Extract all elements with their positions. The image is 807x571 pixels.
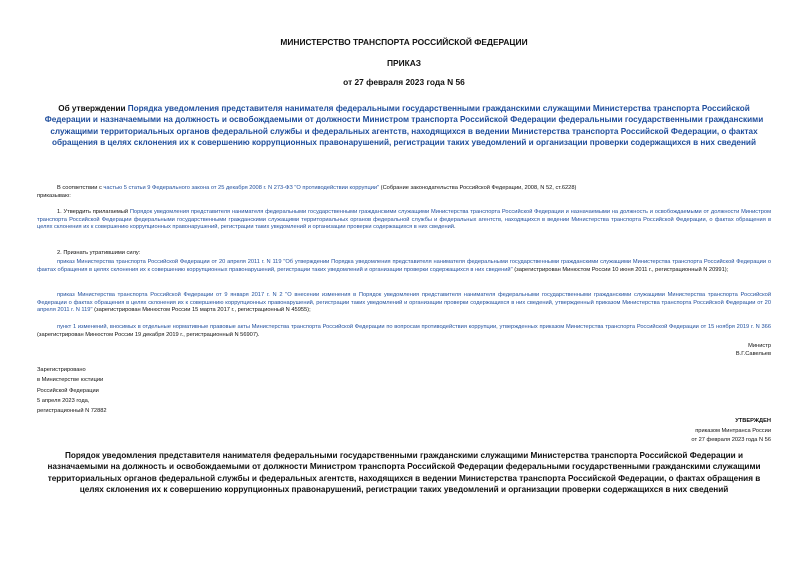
registration-line: регистрационный N 72882 bbox=[37, 408, 107, 415]
item-1-end: . bbox=[453, 224, 456, 231]
item-2b-reg: (зарегистрирован Минюстом России 15 марта 2017 г., регистрационный N 45955); bbox=[92, 307, 311, 314]
item-2c bbox=[37, 324, 771, 339]
order-366-link[interactable]: пункт 1 изменений, вносимых в отдельные нормативные правовые акты Министерства транспорта Российской Федерации по вопросам противодействия коррупции, утвержденных приказом Министерства транспорта Российской Федерации от 15 ноября 2019 г. N 366 bbox=[57, 324, 771, 330]
registration-note bbox=[37, 365, 107, 416]
approved-line-1: приказом Минтранса России bbox=[695, 427, 771, 434]
registration-line: 5 апреля 2023 года, bbox=[37, 397, 90, 404]
approved-label: УТВЕРЖДЕН bbox=[735, 418, 771, 424]
signature bbox=[736, 343, 771, 358]
item-2: 2. Признать утратившими силу: bbox=[57, 250, 141, 256]
order-date: от 27 февраля 2023 года N 56 bbox=[343, 77, 465, 87]
preamble-text: В соответствии с bbox=[57, 185, 104, 191]
order-2-link[interactable]: приказ Министерства транспорта Российской Федерации от 9 января 2017 г. N 2 "О внесении изменения в Порядок уведомления представителя нанимателя федеральными государственными гражданскими служащими Министерства транспорта Российской Федерации о фактах обращения в целях склонения их к совершению коррупционных правонарушений, регистрации таких уведомлений и организации проверки содержащихся в них сведений, утвержденный приказом Министерства транспорта Российской Федерации от 20 апреля 2011 г. N 119" bbox=[37, 292, 771, 314]
registration-line: Зарегистрировано bbox=[37, 367, 86, 373]
item-2a-reg: (зарегистрирован Минюстом России 10 июня 2011 г., регистрационный N 20991); bbox=[512, 266, 729, 273]
law-link[interactable]: частью 5 статьи 9 Федерального закона от 25 декабря 2008 г. N 273-ФЗ "О противодействии коррупции" bbox=[103, 185, 380, 191]
item-1 bbox=[37, 209, 771, 232]
heading-link[interactable]: Порядка уведомления представителя нанимателя федеральными государственными гражданскими служащими Министерства транспорта Российской Федерации и назначаемыми на должность и освобождаемыми от должности Министром транспорта Российской Федерации федеральными государственными гражданскими служащими территориальных органов федеральной службы и федеральных агентств, находящихся в ведении Министерства транспорта Российской Федерации, о фактах обращения в целях склонения их к совершению коррупционных правонарушений, регистрации таких уведомлений и организации проверки содержащихся в них сведений bbox=[44, 104, 764, 147]
item-2b bbox=[37, 292, 771, 315]
item-2a bbox=[37, 259, 771, 274]
signature-name: В.Г.Савельев bbox=[735, 350, 771, 357]
procedure-link[interactable]: Порядок уведомления представителя нанимателя федеральными государственными гражданскими служащими Министерства транспорта Российской Федерации и назначаемыми на должность и освобождаемыми от должности Министром транспорта Российской Федерации федеральными государственными гражданскими служащими территориальных органов федеральной службы и федеральных агентств, находящихся в ведении Министерства транспорта Российской Федерации, о фактах обращения в целях склонения их к совершению коррупционных правонарушений, регистрации таких уведомлений и организации проверки содержащихся в них сведений bbox=[37, 209, 771, 231]
approved-line-2: от 27 февраля 2023 года N 56 bbox=[691, 437, 771, 443]
procedure-heading: Порядок уведомления представителя нанимателя федеральными государственными гражданскими служащими Министерства транспорта Российской Федерации и назначаемыми на должность и освобождаемыми от должности Министром транспорта Российской Федерации федеральными государственными гражданскими служащими территориальных органов федеральной службы и федеральных агентств, находящихся в ведении Министерства транспорта Российской Федерации, о фактах обращения в целях склонения их к совершению коррупционных правонарушений, регистрации таких уведомлений и организации проверки содержащихся в них сведений bbox=[47, 451, 761, 494]
registration-line: в Министерстве юстиции bbox=[37, 377, 104, 384]
item-1-text: 1. Утвердить прилагаемый bbox=[57, 209, 130, 215]
preamble-source: (Собрание законодательства Российской Федерации, 2008, N 52, ст.6228) bbox=[379, 185, 577, 191]
preamble bbox=[37, 185, 771, 200]
order-119-link[interactable]: приказ Министерства транспорта Российской Федерации от 20 апреля 2011 г. N 119 "Об утверждении Порядка уведомления представителя нанимателя федеральными государственными гражданскими служащими Министерства транспорта Российской Федерации о фактах обращения в целях склонения их к совершению коррупционных правонарушений, регистрации таких уведомлений и организации проверки содержащихся в них сведений" bbox=[37, 259, 771, 273]
signature-position: Министр bbox=[748, 343, 771, 349]
approval-stamp bbox=[691, 417, 771, 446]
ministry-name: МИНИСТЕРСТВО ТРАНСПОРТА РОССИЙСКОЙ ФЕДЕРАЦИИ bbox=[280, 37, 528, 47]
order-heading bbox=[37, 103, 771, 148]
order-title: ПРИКАЗ bbox=[386, 58, 422, 68]
heading-prefix: Об утверждении bbox=[58, 104, 128, 113]
item-2c-reg: (зарегистрирован Минюстом России 19 декабря 2019 г., регистрационный N 56907). bbox=[37, 331, 260, 338]
registration-line: Российской Федерации bbox=[37, 387, 99, 394]
preamble-order-word: приказываю: bbox=[37, 192, 71, 199]
